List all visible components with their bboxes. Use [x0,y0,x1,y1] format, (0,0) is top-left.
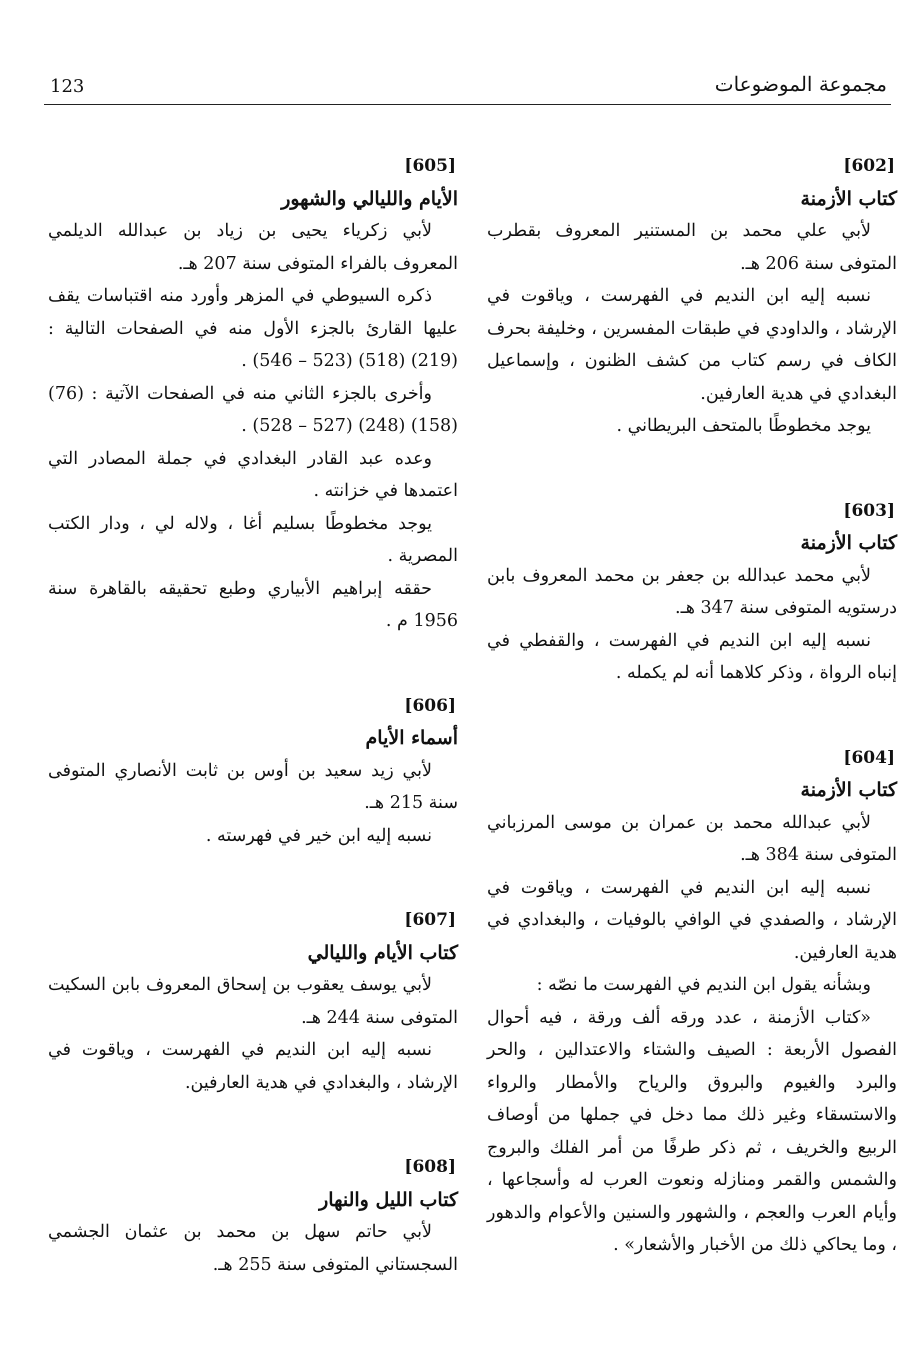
entry-author: لأبي علي محمد بن المستنير المعروف بقطرب المتوفى سنة 206 هـ. [487,221,897,274]
entry-title: كتاب الأزمنة [800,779,897,801]
entry-paragraph: وعده عبد القادر البغدادي في جملة المصادر التي اعتمدها في خزانته . [48,448,458,501]
entry-title: كتاب الليل والنهار [319,1188,458,1211]
entry-title: كتاب الأيام والليالي [307,941,458,964]
entry-number: [608] [404,1157,456,1177]
entry-author: لأبي حاتم سهل بن محمد بن عثمان الجشمي السجستاني المتوفى سنة 255 هـ. [48,1222,458,1275]
entry-paragraph: «كتاب الأزمنة ، عدد ورقه ألف ورقة ، فيه أحوال الفصول الأربعة : الصيف والشتاء والاعتدالين ، والحر والبرد والغيوم والبروق والرياح والأمطار والرواء والاستسقاء وغير ذلك مما دخل في جملها من أوصاف الربيع والخريف ، ثم ذكر طرفًا من أمر الفلك والبروج والشمس والقمر ومنازله ونعوت العرب له وأسجاعها ، وأيام العرب والعجم ، والشهور والسنين والأعوام والدهور ، وما يحاكي ذلك من الأخبار والأشعار» . [487,1007,897,1255]
entry-paragraph: نسبه إليه ابن النديم في الفهرست ، وياقوت في الإرشاد ، والبغدادي في هدية العارفين. [48,1040,458,1093]
entry-paragraph: وبشأنه يقول ابن النديم في الفهرست ما نصّه : [536,975,871,995]
entry-paragraph: نسبه إليه ابن النديم في الفهرست ، والقفطي في إنباه الرواة ، وذكر كلاهما أنه لم يكمله . [487,630,897,683]
entry [487,742,897,1262]
entry-paragraph: ذكره السيوطي في المزهر وأورد منه اقتباسات يقف عليها القارئ بالجزء الأول منه في الصفحات التالية : (219) (518) (523 – 546) . [48,286,458,371]
entry [48,150,458,638]
entry [48,1151,458,1281]
entry [487,150,897,443]
entry-number: [605] [404,156,456,176]
entry-paragraph: وأخرى بالجزء الثاني منه في الصفحات الآتية : (76) (158) (248) (527 – 528) . [48,383,458,436]
entry-author: لأبي عبدالله محمد بن عمران بن موسى المرزباني المتوفى سنة 384 هـ. [487,812,897,865]
entry-title: أسماء الأيام [365,727,458,749]
entry-paragraph: نسبه إليه ابن خير في فهرسته . [205,825,432,846]
running-title: مجموعة الموضوعات [714,72,887,96]
entry-author: لأبي يوسف يعقوب بن إسحاق المعروف بابن السكيت المتوفى سنة 244 هـ. [48,975,458,1028]
entry-author: لأبي زيد سعيد بن أوس بن ثابت الأنصاري المتوفى سنة 215 هـ. [48,760,458,813]
entry-author: لأبي زكرياء يحيى بن زياد بن عبدالله الديلمي المعروف بالفراء المتوفى سنة 207 هـ. [48,221,458,274]
entry-number: [603] [843,500,895,521]
entry-number: [604] [843,747,895,768]
page-number: 123 [50,76,85,97]
entry-title: كتاب الأزمنة [800,187,897,210]
entry-number: [602] [843,156,895,176]
entry-author: لأبي محمد عبدالله بن جعفر بن محمد المعروف بابن درستويه المتوفى سنة 347 هـ. [487,565,897,618]
left-column [48,150,458,1333]
entry-paragraph: نسبه إليه ابن النديم في الفهرست ، وياقوت في الإرشاد ، والصفدي في الوافي بالوفيات ، والبغدادي في هدية العارفين. [487,877,897,963]
entry-title: الأيام والليالي والشهور [281,187,458,210]
entry [487,495,897,690]
entry-paragraph: نسبه إليه ابن النديم في الفهرست ، وياقوت في الإرشاد ، والداودي في طبقات المفسرين ، وخليفة بحرف الكاف في رسم كتاب من كشف الظنون ، وإسماعيل البغدادي في هدية العارفين. [487,286,897,404]
entry-paragraph: حققه إبراهيم الأبياري وطبع تحقيقه بالقاهرة سنة 1956 م . [48,578,458,631]
entry-title: كتاب الأزمنة [800,532,897,554]
entry [48,690,458,853]
header-rule [44,104,891,105]
entry-number: [607] [404,910,456,930]
entry [48,904,458,1099]
entry-number: [606] [404,695,456,716]
entry-paragraph: يوجد مخطوطًا بسليم أغا ، ولاله لي ، ودار الكتب المصرية . [48,513,458,566]
entry-paragraph: يوجد مخطوطًا بالمتحف البريطاني . [616,416,871,436]
right-column [487,150,897,1314]
